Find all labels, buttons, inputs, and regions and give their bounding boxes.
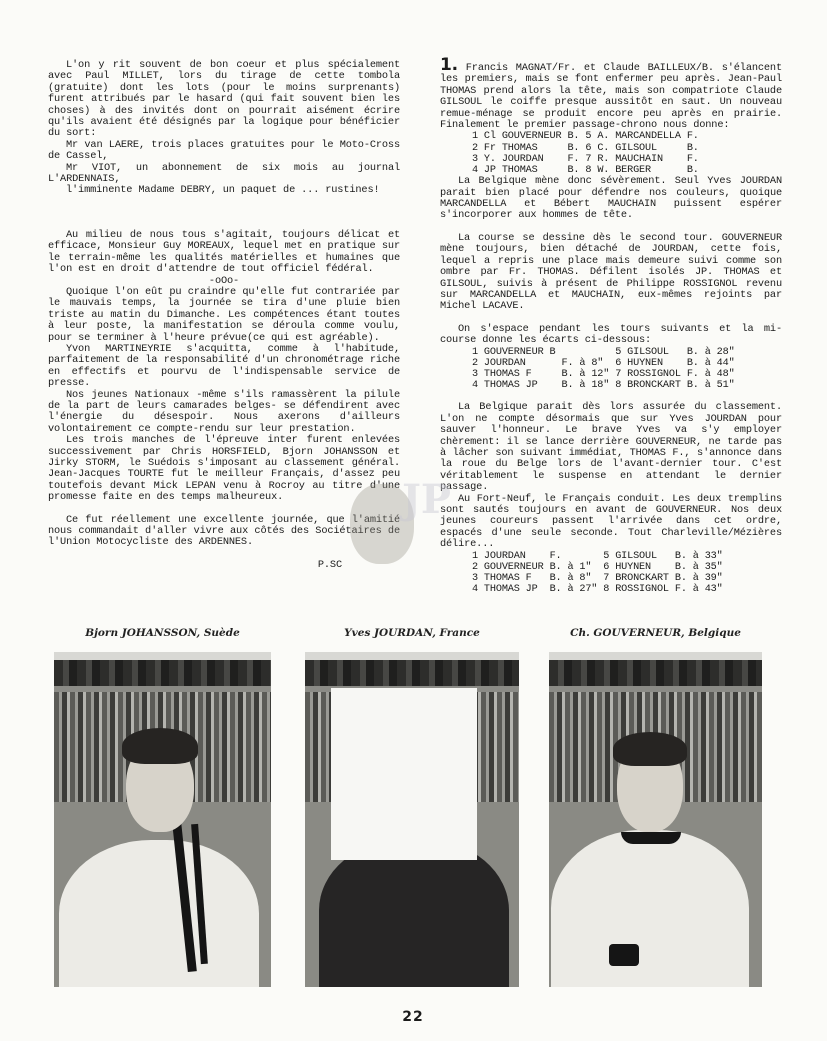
table-cell: F. à 48"	[686, 368, 735, 380]
table-cell: 8 W. BERGER	[585, 165, 651, 177]
table-cell: B. à 12"	[561, 368, 610, 380]
right-column	[440, 55, 782, 596]
table-cell: B. à 18"	[561, 380, 610, 392]
table-cell: F.	[567, 153, 580, 165]
table-row	[472, 584, 729, 595]
separator: -oOo-	[208, 274, 240, 287]
table-cell: F. à 43"	[674, 584, 723, 596]
paragraph	[440, 55, 782, 132]
left-column	[48, 60, 400, 571]
paragraph: Ce fut réellement une excellente journée, que l'amitié nous commandait d'aller vivre aux côtés des Sociétaires de l'Union Motocycliste des ARDENNES.	[48, 513, 400, 549]
page-number: 22	[402, 1009, 424, 1025]
table-cell: 7 R. MAUCHAIN	[585, 153, 663, 165]
signature: P.SC	[317, 558, 342, 571]
table-cell: 2 JOURDAN	[472, 357, 526, 369]
table-row	[472, 154, 705, 165]
table-cell: 1 Cl GOUVERNEUR	[472, 131, 562, 143]
watermark-logo: JP	[350, 478, 455, 568]
table-cell: 6 HUYNEN	[603, 561, 651, 573]
paragraph: Nos jeunes Nationaux -même s'ils ramassèrent la pilule de la part de leurs camarades belges- se défendirent avec l'énergie du désespoir. Nous axerons d'ailleurs volontairement ce compte-rendu sur leur prestation.	[48, 388, 400, 435]
paragraph: Au Fort-Neuf, le Français conduit. Les deux tremplins sont sautés toujours en avant de GOUVERNEUR. Nos deux jeunes coureurs passent l'arrivée dans cet ordre, espacés d'une seule seconde. Tout Charleville/Mézières délire...	[440, 492, 782, 551]
paragraph: La course se dessine dès le second tour. GOUVERNEUR mène toujours, bien détaché de JOURDAN, cette fois, lequel a repris une place mais demeure suivi comme son ombre par Fr. THOMAS. Défilent isolés JP. THOMAS et GILSOUL, suivis à présent de Philippe ROSSIGNOL revenu sur MARCANDELLA et MAUCHAIN, eux-mêmes rejoints par Michel LACAVE.	[440, 231, 782, 313]
photo-caption-2: Yves JOURDAN, France	[344, 627, 480, 639]
ranking-table-1	[472, 131, 705, 176]
table-cell: B. à 28"	[686, 346, 735, 358]
photo-jourdan	[305, 652, 519, 987]
table-cell: 6 C. GILSOUL	[585, 142, 657, 154]
paragraph-text: Francis MAGNAT/Fr. et Claude BAILLEUX/B. s'élancent les premiers, mais se font enfermer peu après. Jean-Paul THOMAS prend alors la tête, mais son compatriote Claude GILSOUL le coiffe presque aussitôt en saut. Un nouveau remue-ménage se produit encore peu après en prairie. Finalement le premier passage-chrono nous donne:	[440, 62, 782, 132]
paragraph: Yvon MARTINEYRIE s'acquitta, comme à l'habitude, parfaitement de la responsabilité d'un chronométrage riche en effectifs et pourvu de l'indispensable service de presse.	[48, 342, 400, 390]
table-cell: F.	[549, 550, 562, 562]
table-row	[472, 551, 729, 562]
table-cell: B. à 27"	[549, 584, 598, 596]
table-cell: 3 THOMAS F	[472, 573, 532, 585]
table-row	[472, 347, 741, 358]
paragraph: Au milieu de nous tous s'agitait, toujours délicat et efficace, Monsieur Guy MOREAUX, lequel met en pratique sur le terrain-même les qualités matérielles et humaines que l'on est en droit d'attendre de tout officiel fédéral.	[48, 228, 400, 276]
table-cell: B.	[686, 165, 699, 177]
table-cell: B. à 39"	[674, 573, 723, 585]
table-cell	[562, 347, 616, 358]
paragraph: La Belgique mène donc sévèrement. Seul Yves JOURDAN parait bien placé pour défendre nos couleurs, quoique MARCANDELLA et Bébert MAUCHAIN puissent espérer s'incorporer aux hommes de tête.	[440, 175, 782, 222]
paragraph: l'imminente Madame DEBRY, un paquet de ... rustines!	[66, 184, 380, 197]
table-cell: 3 Y. JOURDAN	[472, 153, 544, 165]
table-cell: B. à 1"	[549, 561, 592, 573]
table-cell: F.	[686, 153, 699, 165]
table-cell: F. à 8"	[561, 357, 604, 369]
paragraph: Mr VIOT, un abonnement de six mois au journal L'ARDENNAIS,	[48, 161, 400, 186]
table-cell: 7 BRONCKART	[603, 573, 669, 585]
paragraph: Les trois manches de l'épreuve inter furent enlevées successivement par Chris HORSFIELD, Bjorn JOHANSSON et Jirky STORM, le Suédois s'imposant au classement général. Jean-Jacques TOURTE fut le meilleur Français, d'assez peu toutefois devant Mick LEPAN venu à Rocroy au titre d'une promesse faite en des temps malheureux.	[48, 434, 400, 504]
table-row	[472, 131, 705, 142]
table-cell: 8 ROSSIGNOL	[603, 584, 669, 596]
table-cell: B. à 35"	[674, 561, 723, 573]
table-cell: 4 JP THOMAS	[472, 165, 538, 177]
photo-johansson	[54, 652, 271, 987]
table-cell: 8 BRONCKART	[615, 380, 681, 392]
paragraph: Quoique l'on eût pu craindre qu'elle fut contrariée par le mauvais temps, la journée se tira d'une pluie bien triste au matin du Dimanche. Les compétences étant toutes à leur poste, la manifestation se déroula comme voulu, pour se terminer à l'heure prévue(ce qui est agréable).	[48, 285, 400, 344]
table-cell: 5 A. MARCANDELLA	[585, 131, 681, 143]
paragraph: Mr van LAERE, trois places gratuites pour le Moto-Cross de Cassel,	[48, 138, 400, 163]
paragraph: L'on y rit souvent de bon coeur et plus spécialement avec Paul MILLET, lors du tirage de cette tombola (gratuite) dont les lots (pour le moins surprenants) furent attribués par le hasard (qui fait souvent bien les choses) à des invités dont on pourrait aisément écrire qu'ils avaient été désignés par la logique pour bénéficier du sort:	[48, 59, 400, 140]
lead-numeral: 1.	[440, 55, 458, 75]
table-cell: 4 THOMAS JP	[472, 584, 538, 596]
table-cell: 1 GOUVERNEUR B	[472, 346, 556, 358]
table-cell: B.	[567, 165, 580, 177]
table-cell: B.	[567, 142, 580, 154]
paragraph: On s'espace pendant les tours suivants et la mi-course donne les écarts ci-dessous:	[440, 322, 782, 347]
table-row	[472, 573, 729, 584]
table-cell: 2 Fr THOMAS	[472, 142, 538, 154]
table-cell: B. à 33"	[674, 550, 723, 562]
photo-caption-3: Ch. GOUVERNEUR, Belgique	[570, 627, 741, 639]
table-cell: F.	[686, 131, 699, 143]
paragraph: La Belgique parait dès lors assurée du classement. L'on ne compte désormais que sur Yves JOURDAN pour sauver l'honneur. Le brave Yves va s'y employer chèrement: il se lance derrière GOUVERNEUR, ne tarde pas à lâcher son suivant immédiat, THOMAS F., s'annonce dans la roue du Belge lors de l'avant-dernier tour. C'est véritablement le suspense en attendant le dernier passage.	[440, 401, 782, 494]
ranking-table-2	[472, 347, 741, 392]
table-cell: B. à 8"	[549, 573, 592, 585]
table-row	[472, 143, 705, 154]
table-cell: B. à 44"	[686, 357, 735, 369]
table-cell: B.	[686, 142, 699, 154]
table-cell: 7 ROSSIGNOL	[615, 368, 681, 380]
table-cell: 5 GILSOUL	[603, 550, 657, 562]
table-cell: 3 THOMAS F	[472, 368, 532, 380]
table-cell: 6 HUYNEN	[615, 357, 663, 369]
table-row	[472, 380, 741, 391]
photo-caption-1: Bjorn JOHANSSON, Suède	[85, 627, 240, 639]
table-row	[472, 369, 741, 380]
table-cell: 1 JOURDAN	[472, 550, 526, 562]
table-cell: B.	[567, 131, 580, 143]
table-row	[472, 562, 729, 573]
photo-gouverneur	[549, 652, 762, 987]
table-cell: 4 THOMAS JP	[472, 380, 538, 392]
table-cell: 2 GOUVERNEUR	[472, 561, 544, 573]
table-row	[472, 358, 741, 369]
table-cell: B. à 51"	[686, 380, 735, 392]
table-cell: 5 GILSOUL	[615, 346, 669, 358]
ranking-table-3	[472, 551, 729, 596]
